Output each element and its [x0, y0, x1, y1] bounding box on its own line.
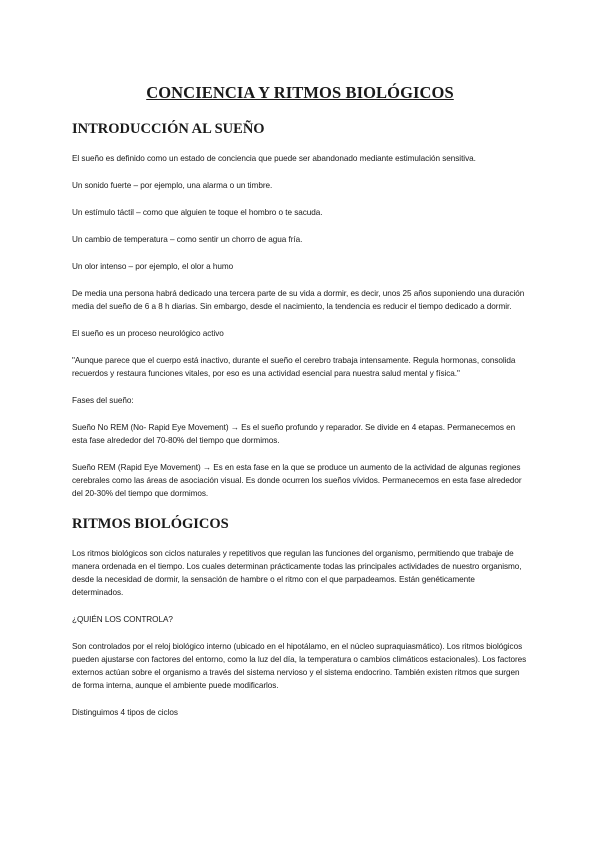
paragraph-non-rem: Sueño No REM (No- Rapid Eye Movement) → Es el sueño profundo y reparador. Se divide en 4 etapas. Permanecemos en esta fase alrededor del 70-80% del tiempo que dormimos. — [72, 423, 516, 445]
document-page — [72, 82, 528, 733]
section-heading-biological-rhythms: RITMOS BIOLÓGICOS — [72, 516, 229, 532]
paragraph-rem: Sueño REM (Rapid Eye Movement) → Es en esta fase en la que se produce un aumento de la actividad de algunas regiones cerebrales como las áreas de asociación visual. Es donde ocurren los sueños vívidos. Permanecemos en esta fase alrededor del 20-30% del tiempo que dormimos. — [72, 463, 522, 498]
section-heading-intro-sleep: INTRODUCCIÓN AL SUEÑO — [72, 121, 265, 137]
document-title: CONCIENCIA Y RITMOS BIOLÓGICOS — [146, 83, 454, 102]
paragraph-loud-sound: Un sonido fuerte – por ejemplo, una alarma o un timbre. — [72, 181, 273, 190]
paragraph-tactile-stimulus: Un estímulo táctil – como que alguien te toque el hombro o te sacuda. — [72, 208, 323, 217]
paragraph-sleep-duration: De media una persona habrá dedicado una tercera parte de su vida a dormir, es decir, unos 25 años suponiendo una duración media del sueño de 6 a 8 h diarias. Sin embargo, desde el nacimiento, la tendencia es reducir el tiempo dedicado a dormir. — [72, 289, 525, 311]
paragraph-who-controls: ¿QUIÉN LOS CONTROLA? — [72, 615, 173, 624]
paragraph-active-process: El sueño es un proceso neurológico activo — [72, 329, 224, 338]
paragraph-intense-smell: Un olor intenso – por ejemplo, el olor a humo — [72, 262, 234, 271]
paragraph-sleep-definition: El sueño es definido como un estado de conciencia que puede ser abandonado mediante estimulación sensitiva. — [72, 154, 476, 163]
paragraph-quote: "Aunque parece que el cuerpo está inactivo, durante el sueño el cerebro trabaja intensamente. Regula hormonas, consolida recuerdos y restaura funciones vitales, por eso es una actividad esencial para nuestra salud mental y física." — [72, 356, 516, 378]
paragraph-sleep-phases-label: Fases del sueño: — [72, 396, 134, 405]
paragraph-rhythms-definition: Los ritmos biológicos son ciclos naturales y repetitivos que regulan las funciones del organismo, permitiendo que trabaje de manera ordenada en el tiempo. Los cuales determinan prácticamente todas las principales actividades de nuestro organismo, desde la necesidad de dormir, la sensación de hambre o el ritmo con el que parpadeamos. Están genéticamente determinados. — [72, 549, 522, 597]
paragraph-internal-clock: Son controlados por el reloj biológico interno (ubicado en el hipotálamo, en el núcleo supraquiasmático). Los ritmos biológicos pueden ajustarse con factores del entorno, como la luz del día, la temperatura o cambios climáticos estacionales). Los factores externos actúan sobre el organismo a través del sistema nervioso y el sistema endocrino. También existen ritmos que surgen de forma interna, aunque el ambiente puede modificarlos. — [72, 642, 527, 690]
paragraph-temperature-change: Un cambio de temperatura – como sentir un chorro de agua fría. — [72, 235, 303, 244]
paragraph-cycle-types: Distinguimos 4 tipos de ciclos — [72, 708, 178, 717]
